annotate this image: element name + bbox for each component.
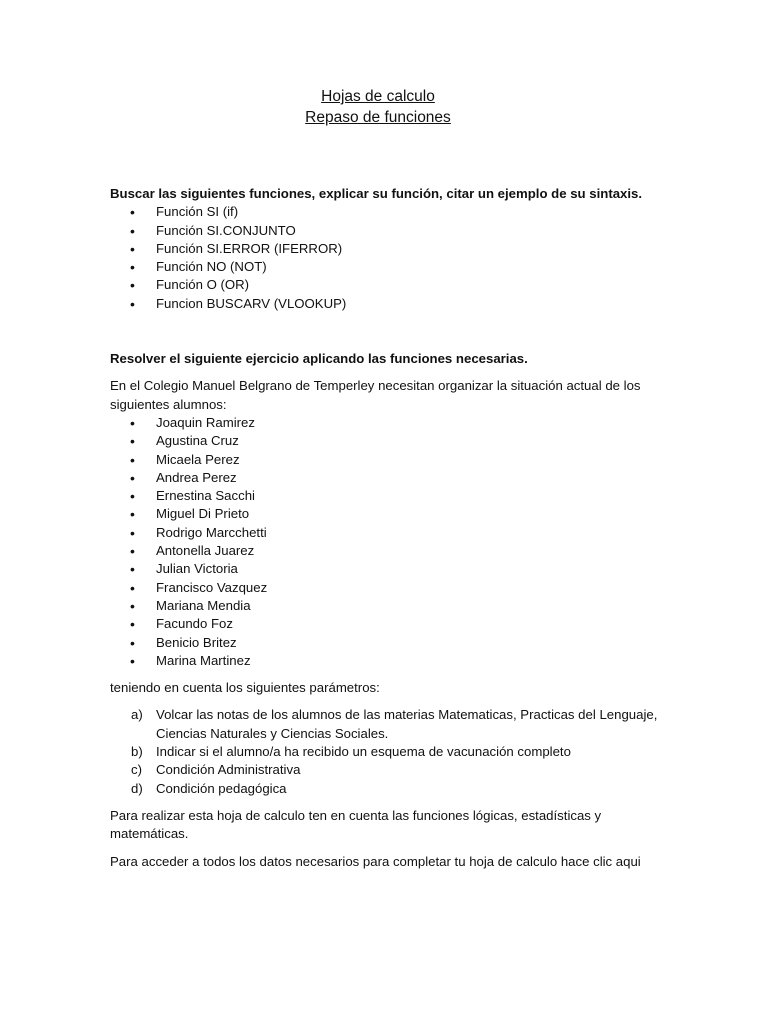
list-item: • Función SI.CONJUNTO — [110, 222, 670, 240]
note-paragraph: Para realizar esta hoja de calculo ten en cuenta las funciones lógicas, estadísticas y matemáticas. — [110, 807, 602, 842]
list-item: • Antonella Juarez — [110, 542, 670, 560]
list-item: • Ernestina Sacchi — [110, 487, 670, 505]
list-item: • Función SI (if) — [110, 203, 670, 221]
list-item: • Rodrigo Marcchetti — [110, 524, 670, 542]
functions-list — [110, 203, 670, 313]
list-marker: b) — [131, 744, 143, 760]
list-item: • Funcion BUSCARV (VLOOKUP) — [110, 295, 670, 313]
instruction-text: Buscar las siguientes funciones, explicar su función, citar un ejemplo de su sintaxis. — [110, 186, 643, 201]
list-item: • Benicio Britez — [110, 634, 670, 652]
list-item: • Mariana Mendia — [110, 597, 670, 615]
list-item: • Joaquin Ramirez — [110, 414, 670, 432]
list-item-text: Condición pedagógica — [156, 780, 287, 796]
list-item: • Marina Martinez — [110, 652, 670, 670]
list-item — [110, 706, 670, 743]
list-item-text: Condición Administrativa — [156, 762, 301, 778]
exercise-heading: Resolver el siguiente ejercicio aplicando las funciones necesarias. — [110, 351, 528, 367]
students-list — [110, 414, 670, 670]
list-item: • Función O (OR) — [110, 276, 670, 294]
list-item: • Miguel Di Prieto — [110, 505, 670, 523]
list-item: • Micaela Perez — [110, 451, 670, 469]
list-item: • Función SI.ERROR (IFERROR) — [110, 240, 670, 258]
list-item: • Andrea Perez — [110, 469, 670, 487]
list-item-text: Volcar las notas de los alumnos de las materias Matematicas, Practicas del Lenguaje, Ciencias Naturales y Ciencias Sociales. — [156, 707, 658, 741]
document-subtitle: Repaso de funciones — [305, 109, 451, 126]
document-title-block — [86, 86, 670, 128]
list-marker: d) — [131, 780, 143, 796]
list-marker: a) — [131, 707, 143, 723]
list-item: • Agustina Cruz — [110, 432, 670, 450]
document-content — [110, 86, 670, 871]
intro-paragraph: En el Colegio Manuel Belgrano de Temperley necesitan organizar la situación actual de los siguientes alumnos: — [110, 378, 641, 412]
list-item: • Julian Victoria — [110, 560, 670, 578]
list-item — [110, 743, 670, 761]
list-item — [110, 761, 670, 779]
document-title: Hojas de calculo — [321, 88, 435, 105]
list-marker: c) — [131, 762, 142, 778]
parameters-list — [110, 706, 670, 797]
list-item: • Facundo Foz — [110, 615, 670, 633]
list-item-text: Indicar si el alumno/a ha recibido un esquema de vacunación completo — [156, 744, 571, 760]
list-item — [110, 780, 670, 798]
link-paragraph: Para acceder a todos los datos necesarios para completar tu hoja de calculo hace clic aqui — [110, 853, 641, 869]
list-item: • Función NO (NOT) — [110, 258, 670, 276]
parameters-intro: teniendo en cuenta los siguientes parámetros: — [110, 680, 380, 696]
list-item: • Francisco Vazquez — [110, 579, 670, 597]
